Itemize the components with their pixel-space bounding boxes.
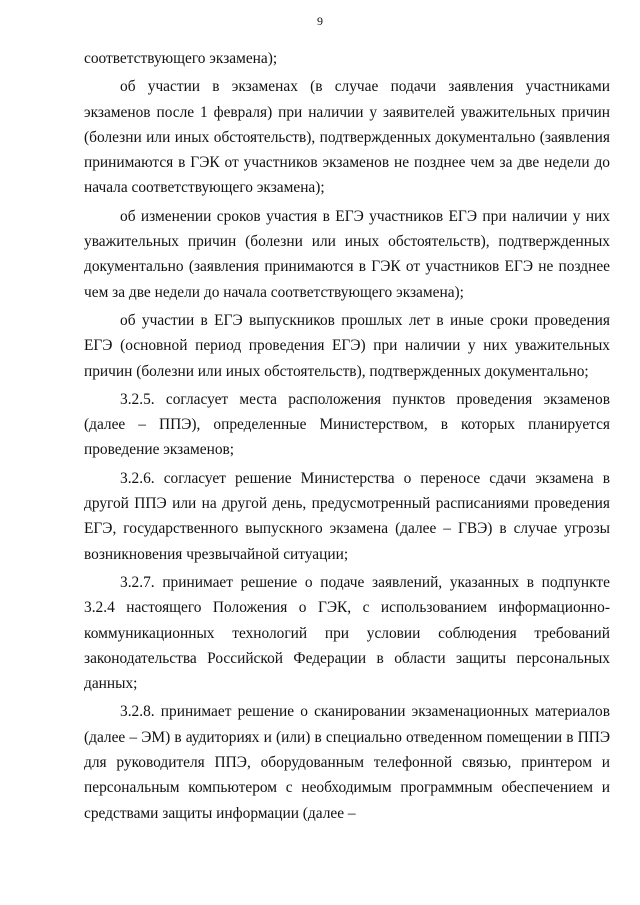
paragraph-3: об изменении сроков участия в ЕГЭ участников ЕГЭ при наличии у них уважительных причин (болезни или иных обстоятельств), подтвержденных документально (заявления принимаются в ГЭК от участников ЕГЭ не позднее чем за две недели до начала соответствующего экзамена); xyxy=(84,207,610,301)
document-body xyxy=(84,46,610,829)
paragraph-2: об участии в экзаменах (в случае подачи заявления участниками экзаменов после 1 февраля) при наличии у заявителей уважительных причин (болезни или иных обстоятельств), подтвержденных документально (заявления принимаются в ГЭК от участников экзаменов не позднее чем за две недели до начала соответствующего экзамена); xyxy=(84,78,610,197)
page-number: 9 xyxy=(317,14,323,28)
paragraph-4: об участии в ЕГЭ выпускников прошлых лет в иные сроки проведения ЕГЭ (основной период проведения ЕГЭ) при наличии у них уважительных причин (болезни или иных обстоятельств), подтвержденных документально; xyxy=(84,311,610,380)
paragraph-5: 3.2.5. согласует места расположения пунктов проведения экзаменов (далее – ППЭ), определенные Министерством, в которых планируется проведение экзаменов; xyxy=(84,390,610,459)
paragraph-8: 3.2.8. принимает решение о сканировании экзаменационных материалов (далее – ЭМ) в аудиториях и (или) в специально отведенном помещении в ППЭ для руководителя ППЭ, оборудованным телефонной связью, принтером и персональным компьютером с необходимым программным обеспечением и средствами защиты информации (далее – xyxy=(84,703,610,822)
paragraph-6: 3.2.6. согласует решение Министерства о переносе сдачи экзамена в другой ППЭ или на другой день, предусмотренный расписаниями проведения ЕГЭ, государственного выпускного экзамена (далее – ГВЭ) в случае угрозы возникновения чрезвычайной ситуации; xyxy=(84,469,610,563)
paragraph-7: 3.2.7. принимает решение о подаче заявлений, указанных в подпункте 3.2.4 настоящего Положения о ГЭК, с использованием информационно-коммуникационных технологий при условии соблюдения требований законодательства Российской Федерации в области защиты персональных данных; xyxy=(84,573,610,693)
paragraph-1: соответствующего экзамена); xyxy=(84,50,278,67)
